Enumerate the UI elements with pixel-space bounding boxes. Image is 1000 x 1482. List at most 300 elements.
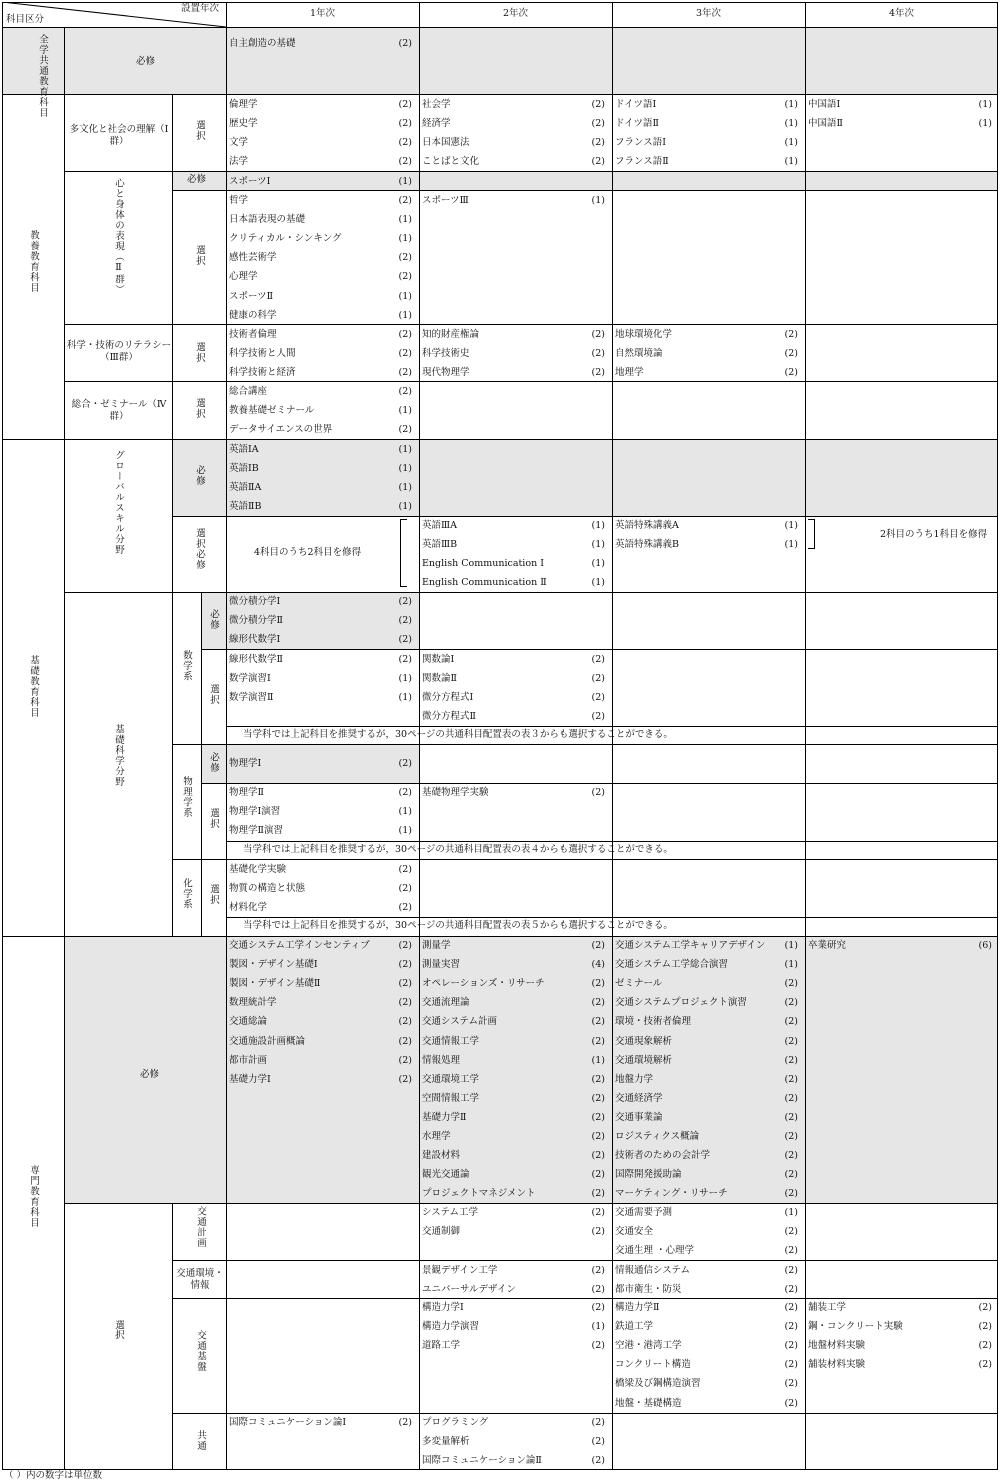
course-row <box>229 936 412 955</box>
course-row <box>808 114 992 133</box>
course-row <box>808 95 992 114</box>
course-name: 情報通信システム <box>615 1265 691 1276</box>
course-name: 交通事業論 <box>615 1111 663 1123</box>
line-kyoyo-group <box>172 94 173 439</box>
course-row <box>229 1012 412 1031</box>
course-row <box>422 1317 605 1336</box>
course-credits: (2) <box>591 1016 605 1028</box>
label-kisokagaku: 基礎科学分野 <box>113 724 124 787</box>
course-credits: (1) <box>398 501 412 513</box>
course-credits: (2) <box>591 1284 605 1296</box>
course-row <box>422 1070 605 1089</box>
course-name: ドイツ語Ⅱ <box>615 118 659 130</box>
label-kotsu-keikaku: 交通計画 <box>195 1206 206 1248</box>
course-credits: (2) <box>784 1073 798 1085</box>
course-credits: (1) <box>398 214 412 226</box>
course-name: プロジェクトマネジメント <box>422 1188 536 1200</box>
course-row <box>229 955 412 974</box>
course-name: 微分積分学Ⅱ <box>229 615 283 627</box>
course-name: 交通環境工学 <box>422 1073 480 1085</box>
course-row <box>615 152 798 171</box>
course-credits: (2) <box>398 38 412 49</box>
course-name: 建設材料 <box>422 1150 461 1162</box>
label-global-sentaku-hisshu: 選択必修 <box>194 528 205 570</box>
course-name: 都市計画 <box>229 1054 268 1066</box>
course-credits: (2) <box>784 1111 798 1123</box>
course-credits: (2) <box>591 673 605 685</box>
course-name: 科学技術と人間 <box>229 348 296 360</box>
course-row <box>422 152 605 171</box>
course-credits: (2) <box>784 1092 798 1104</box>
course-credits: (2) <box>398 99 412 110</box>
course-name: 舗装工学 <box>808 1302 847 1313</box>
course-credits: (2) <box>398 386 412 397</box>
course-credits: (2) <box>591 997 605 1009</box>
course-row <box>229 306 412 325</box>
course-row <box>422 1146 605 1165</box>
course-name: クリティカル・シンキング <box>229 233 342 245</box>
course-row <box>422 1451 605 1470</box>
course-credits: (1) <box>978 118 992 130</box>
label-senmon: 専門教育科目 <box>28 1165 39 1228</box>
course-credits: (2) <box>398 1035 412 1047</box>
course-name: 交通現象解析 <box>615 1035 673 1047</box>
course-name: スポーツⅠ <box>229 176 271 187</box>
course-credits: (2) <box>591 1092 605 1104</box>
course-row <box>615 1298 798 1317</box>
course-name: 国際コミュニケーション論Ⅰ <box>229 1417 347 1428</box>
course-row <box>615 133 798 152</box>
course-row <box>615 516 798 535</box>
course-name: 交通経済学 <box>615 1092 663 1104</box>
course-name: フランス語Ⅰ <box>615 137 666 149</box>
course-row <box>229 248 412 267</box>
course-name: 技術者倫理 <box>229 329 277 340</box>
note-two-one: 2科目のうち1科目を修得 <box>880 529 988 540</box>
course-credits: (2) <box>978 1359 992 1371</box>
course-row <box>615 1051 798 1070</box>
course-credits: (2) <box>978 1321 992 1333</box>
course-row <box>422 1261 605 1280</box>
course-row <box>808 936 992 955</box>
course-row <box>422 191 605 210</box>
course-name: 材料化学 <box>229 902 268 914</box>
course-name: 交通制御 <box>422 1226 461 1238</box>
course-credits: (2) <box>398 1417 412 1428</box>
course-row <box>615 1261 798 1280</box>
course-row <box>422 1032 605 1051</box>
course-row <box>422 1413 605 1432</box>
course-name: 交通システム計画 <box>422 1016 498 1028</box>
course-name: 英語特殊講義A <box>615 520 679 531</box>
course-row <box>808 1317 992 1336</box>
course-row <box>422 955 605 974</box>
course-name: 構造力学Ⅰ <box>422 1302 464 1313</box>
course-name: スポーツⅡ <box>229 290 274 302</box>
course-name: 線形代数学Ⅱ <box>229 654 283 665</box>
label-kyotsu: 共通 <box>195 1430 206 1451</box>
label-phys-sentaku: 選択 <box>208 808 219 829</box>
course-credits: (2) <box>591 692 605 704</box>
course-credits: (2) <box>784 1016 798 1028</box>
course-row <box>229 114 412 133</box>
course-credits: (4) <box>591 959 605 971</box>
course-row <box>229 344 412 363</box>
label-chem-sentaku: 選択 <box>208 884 219 905</box>
course-credits: (1) <box>784 156 798 168</box>
course-name: ゼミナール <box>615 978 663 990</box>
header-year-3: 3年次 <box>696 8 722 19</box>
course-row <box>229 34 412 53</box>
course-credits: (1) <box>398 673 412 685</box>
course-name: 水理学 <box>422 1131 451 1142</box>
course-name: 地理学 <box>615 367 644 379</box>
course-credits: (1) <box>978 99 992 110</box>
course-row <box>615 1108 798 1127</box>
course-row <box>229 497 412 516</box>
course-credits: (2) <box>784 1226 798 1238</box>
course-row <box>422 1298 605 1317</box>
course-credits: (1) <box>398 463 412 475</box>
course-name: 交通流理論 <box>422 997 470 1009</box>
course-credits: (2) <box>398 787 412 798</box>
course-credits: (2) <box>591 118 605 130</box>
course-name: プログラミング <box>422 1417 489 1428</box>
course-name: 交通施設計画概論 <box>229 1035 306 1047</box>
course-name: 倫理学 <box>229 99 258 110</box>
course-credits: (2) <box>591 978 605 990</box>
course-credits: (2) <box>784 348 798 360</box>
course-name: 数学演習Ⅱ <box>229 692 274 704</box>
label-g2: 心と身体の表現（Ⅱ群） <box>113 178 124 295</box>
course-row <box>422 1051 605 1070</box>
course-credits: (2) <box>591 329 605 340</box>
course-credits: (1) <box>591 539 605 551</box>
course-name: 景観デザイン工学 <box>422 1265 498 1276</box>
course-row <box>422 95 605 114</box>
course-name: 国際コミュニケーション論Ⅱ <box>422 1455 542 1467</box>
label-zengaku <box>20 34 48 118</box>
header-year-2: 2年次 <box>503 8 529 19</box>
course-row <box>229 459 412 478</box>
course-credits: (2) <box>591 1417 605 1428</box>
label-kotsu-kankyo: 交通環境・情報 <box>176 1268 224 1291</box>
course-name: 交通システム工学インセンティブ <box>229 940 370 951</box>
course-credits: (2) <box>784 1131 798 1142</box>
course-name: 技術者のための会計学 <box>615 1150 711 1162</box>
course-name: 科学技術と経済 <box>229 367 296 379</box>
course-credits: (1) <box>591 195 605 206</box>
course-row <box>422 993 605 1012</box>
course-credits: (2) <box>398 367 412 379</box>
course-credits: (2) <box>398 758 412 769</box>
course-row <box>422 707 605 726</box>
course-row <box>229 210 412 229</box>
course-credits: (2) <box>978 1340 992 1352</box>
course-credits: (2) <box>398 940 412 951</box>
course-credits: (1) <box>398 233 412 245</box>
course-credits: (2) <box>591 99 605 110</box>
course-credits: (1) <box>591 1054 605 1066</box>
course-row <box>229 993 412 1012</box>
course-row <box>422 1432 605 1451</box>
label-g4-sentaku: 選択 <box>194 398 205 419</box>
course-row <box>422 936 605 955</box>
course-name: 微分積分学Ⅰ <box>229 596 281 607</box>
course-credits: (2) <box>398 654 412 665</box>
course-name: 英語ⅠB <box>229 463 259 475</box>
course-credits: (1) <box>398 290 412 302</box>
course-row <box>229 1032 412 1051</box>
course-credits: (1) <box>398 176 412 187</box>
footer-note: （ ）内の数字は単位数 <box>4 1470 103 1481</box>
label-phys-hisshu: 必修 <box>208 752 219 773</box>
course-name: 経済学 <box>422 118 451 130</box>
course-name: 心理学 <box>229 271 258 283</box>
course-row <box>229 267 412 286</box>
course-credits: (2) <box>784 1284 798 1296</box>
course-credits: (1) <box>591 520 605 531</box>
course-row <box>229 229 412 248</box>
course-row <box>229 630 412 649</box>
course-name: 物理学Ⅰ演習 <box>229 806 281 818</box>
course-name: 観光交通論 <box>422 1169 470 1181</box>
course-credits: (1) <box>784 118 798 130</box>
course-credits: (2) <box>784 1265 798 1276</box>
course-credits: (2) <box>591 1111 605 1123</box>
course-name: 交通需要予測 <box>615 1207 673 1218</box>
course-row <box>229 382 412 401</box>
course-name: 交通環境解析 <box>615 1054 673 1066</box>
course-credits: (2) <box>398 1016 412 1028</box>
course-row <box>615 1012 798 1031</box>
course-credits: (2) <box>591 654 605 665</box>
line-senmon-sentaku-sub <box>172 1203 173 1470</box>
course-row <box>422 554 605 573</box>
course-name: 都市衛生・防災 <box>615 1284 682 1296</box>
course-row <box>615 955 798 974</box>
course-credits: (2) <box>591 1436 605 1448</box>
course-credits: (2) <box>784 1378 798 1390</box>
course-name: 地盤材料実験 <box>808 1340 866 1352</box>
course-name: フランス語Ⅱ <box>615 156 669 168</box>
course-credits: (1) <box>784 520 798 531</box>
course-name: コンクリート構造 <box>615 1359 691 1371</box>
line-kisokagaku-sub <box>172 592 173 936</box>
course-credits: (2) <box>784 997 798 1009</box>
course-name: 構造力学演習 <box>422 1321 480 1333</box>
course-credits: (2) <box>591 348 605 360</box>
course-row <box>229 802 412 821</box>
course-name: 物理学Ⅱ <box>229 787 264 798</box>
course-credits: (1) <box>591 577 605 589</box>
line-phys-note-top <box>226 841 998 842</box>
line-math-note-top <box>226 726 998 727</box>
course-row <box>229 1413 412 1432</box>
course-row <box>615 1032 798 1051</box>
course-credits: (2) <box>398 1054 412 1066</box>
course-row <box>422 1222 605 1241</box>
course-name: 基礎力学Ⅱ <box>422 1111 467 1123</box>
course-row <box>229 1070 412 1089</box>
course-name: 鋼・コンクリート実験 <box>808 1321 903 1333</box>
course-row <box>422 1336 605 1355</box>
course-name: 関数論Ⅰ <box>422 654 455 665</box>
course-name: 製図・デザイン基礎Ⅱ <box>229 978 321 990</box>
label-kotsu-kiban: 交通基盤 <box>195 1330 206 1372</box>
course-name: 交通総論 <box>229 1016 268 1028</box>
course-name: 鉄道工学 <box>615 1321 654 1333</box>
course-credits: (2) <box>398 271 412 283</box>
course-name: 英語ⅢB <box>422 539 458 551</box>
course-row <box>229 611 412 630</box>
course-row <box>615 325 798 344</box>
course-row <box>422 1280 605 1299</box>
course-name: 微分方程式Ⅱ <box>422 711 476 723</box>
course-row <box>229 860 412 879</box>
course-row <box>615 1070 798 1089</box>
course-row <box>615 974 798 993</box>
course-row <box>229 420 412 439</box>
course-credits: (2) <box>591 1131 605 1142</box>
label-g3: 科学・技術のリテラシー（Ⅲ群） <box>66 340 172 363</box>
label-math-sentaku: 選択 <box>208 684 219 705</box>
course-name: 線形代数学Ⅰ <box>229 634 281 646</box>
course-credits: (2) <box>784 1359 798 1371</box>
label-global-hisshu: 必修 <box>194 465 205 486</box>
course-name: 交通システム工学キャリアデザイン <box>615 940 766 951</box>
course-name: 製図・デザイン基礎Ⅰ <box>229 959 318 971</box>
label-senmon-hisshu: 必修 <box>140 1069 160 1080</box>
course-credits: (1) <box>398 482 412 494</box>
course-row <box>422 325 605 344</box>
note-math: 当学科では上記科目を推奨するが，30ページの共通科目配置表の表３からも選択することができる。 <box>243 729 673 740</box>
course-name: 中国語Ⅱ <box>808 118 843 130</box>
course-name: 総合講座 <box>229 386 268 397</box>
course-name: システム工学 <box>422 1207 479 1218</box>
course-row <box>229 783 412 802</box>
course-name: 環境・技術者倫理 <box>615 1016 692 1028</box>
course-name: 現代物理学 <box>422 367 470 379</box>
course-row <box>422 1089 605 1108</box>
course-name: 国際開発援助論 <box>615 1169 682 1181</box>
course-name: 哲学 <box>229 195 249 206</box>
course-credits: (2) <box>398 252 412 264</box>
course-credits: (2) <box>784 1188 798 1200</box>
course-row <box>615 1222 798 1241</box>
label-g3-sentaku: 選択 <box>194 342 205 363</box>
course-row <box>615 1089 798 1108</box>
course-credits: (2) <box>398 959 412 971</box>
course-credits: (1) <box>784 99 798 110</box>
course-name: 卒業研究 <box>808 940 847 951</box>
course-row <box>422 535 605 554</box>
course-credits: (2) <box>398 195 412 206</box>
course-credits: (2) <box>398 329 412 340</box>
brace-four-two <box>400 519 407 587</box>
label-g1-sentaku: 選択 <box>194 120 205 141</box>
course-row <box>422 344 605 363</box>
course-credits: (1) <box>784 137 798 149</box>
label-zengaku-text: 全学共通教育科目 <box>37 34 48 118</box>
label-senmon-sentaku: 選択 <box>113 1320 124 1339</box>
course-row <box>808 1355 992 1374</box>
course-name: 文学 <box>229 137 249 149</box>
course-name: English Communication Ⅱ <box>422 577 547 589</box>
course-credits: (2) <box>784 978 798 990</box>
course-name: 法学 <box>229 156 249 168</box>
course-row <box>229 879 412 898</box>
course-name: 英語特殊講義B <box>615 539 679 551</box>
course-name: 交通情報工学 <box>422 1035 480 1047</box>
course-name: 交通システムプロジェクト演習 <box>615 997 747 1009</box>
course-row <box>229 152 412 171</box>
label-sugaku: 数学系 <box>181 650 192 682</box>
course-row <box>615 1146 798 1165</box>
course-row <box>615 1165 798 1184</box>
course-row <box>422 1108 605 1127</box>
label-kiso: 基礎教育科目 <box>28 655 39 718</box>
course-name: 英語ⅡA <box>229 482 262 494</box>
course-credits: (2) <box>784 1054 798 1066</box>
course-row <box>229 592 412 611</box>
course-row <box>615 1203 798 1222</box>
course-credits: (1) <box>398 806 412 818</box>
course-credits: (2) <box>784 1035 798 1047</box>
course-credits: (1) <box>398 309 412 321</box>
course-row <box>229 401 412 420</box>
course-row <box>422 133 605 152</box>
course-row <box>229 974 412 993</box>
course-name: 構造力学Ⅱ <box>615 1302 660 1313</box>
course-name: 多変量解析 <box>422 1436 470 1448</box>
course-name: 科学技術史 <box>422 348 470 360</box>
course-name: ユニバーサルデザイン <box>422 1284 516 1296</box>
course-name: 数理統計学 <box>229 997 277 1009</box>
course-name: 交通システム工学総合演習 <box>615 959 729 971</box>
course-row <box>422 669 605 688</box>
course-credits: (1) <box>398 692 412 704</box>
course-row <box>422 1127 605 1146</box>
course-row <box>615 114 798 133</box>
note-chem: 当学科では上記科目を推奨するが，30ページの共通科目配置表の表５からも選択することができる。 <box>243 920 673 931</box>
course-credits: (2) <box>398 864 412 875</box>
course-row <box>422 688 605 707</box>
header-setchi: 設置年次 <box>181 3 220 14</box>
note-four-two: 4科目のうち2科目を修得 <box>254 547 362 558</box>
course-name: 地盤力学 <box>615 1073 654 1085</box>
line-major-col <box>64 27 65 1470</box>
course-credits: (2) <box>784 1245 798 1257</box>
course-credits: (2) <box>591 156 605 168</box>
course-credits: (2) <box>591 1226 605 1238</box>
course-credits: (2) <box>591 787 605 798</box>
course-name: 道路工学 <box>422 1340 461 1352</box>
course-credits: (2) <box>591 940 605 951</box>
course-row <box>615 1127 798 1146</box>
course-credits: (2) <box>398 424 412 436</box>
course-row <box>422 783 605 802</box>
course-name: 基礎力学Ⅰ <box>229 1073 271 1085</box>
line-sec-kiso <box>2 439 998 440</box>
course-name: オペレーションズ・リサーチ <box>422 978 545 990</box>
course-credits: (2) <box>591 1073 605 1085</box>
course-row <box>615 95 798 114</box>
course-credits: (2) <box>784 1321 798 1333</box>
course-row <box>422 974 605 993</box>
course-credits: (1) <box>398 444 412 455</box>
course-row <box>422 1203 605 1222</box>
